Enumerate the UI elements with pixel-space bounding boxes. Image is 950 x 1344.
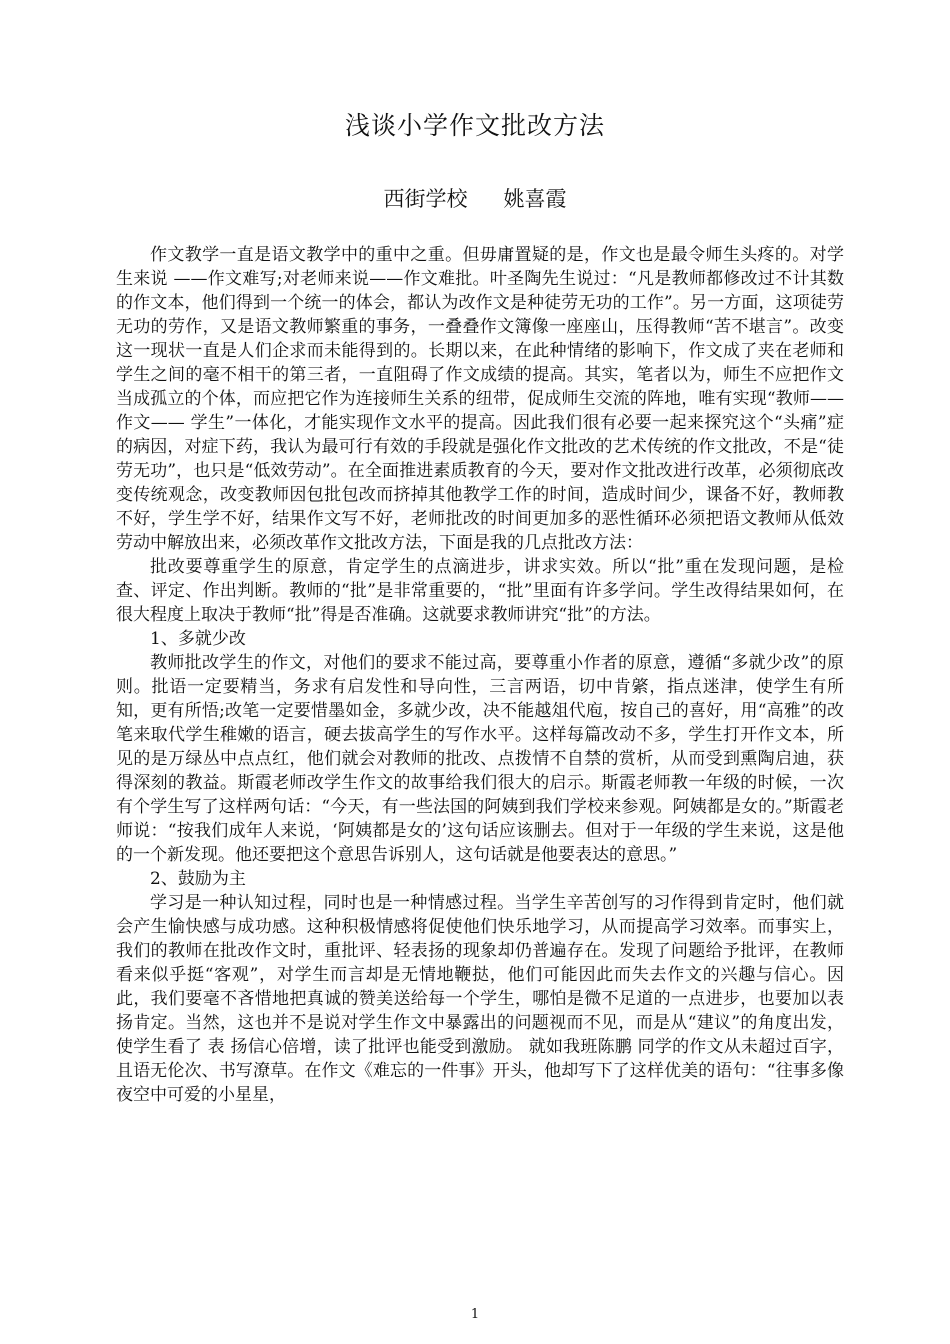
- paragraph-intro: 作文教学一直是语文教学中的重中之重。但毋庸置疑的是，作文也是最令师生头疼的。对学生来说 ——作文难写;对老师来说——作文难批。叶圣陶先生说过：“凡是教师都修改过不计其数的作文本，他们得到一个统一的体会，都认为改作文是种徒劳无功的工作”。另一方面，这项徒劳无功的劳作，又是语文教师繁重的事务，一叠叠作文簿像一座座山，压得教师“苦不堪言”。改变这一现状一直是人们企求而未能得到的。长期以来，在此种情绪的影响下，作文成了夹在老师和学生之间的毫不相干的第三者，一直阻碍了作文成绩的提高。其实，笔者以为，师生不应把作文当成孤立的个体，而应把它作为连接师生关系的纽带，促成师生交流的阵地，唯有实现“教师——作文—— 学生”一体化，才能实现作文水平的提高。因此我们很有必要一起来探究这个“头痛”症的病因，对症下药，我认为最可行有效的手段就是强化作文批改的艺术传统的作文批改，不是“徒劳无功”，也只是“低效劳动”。在全面推进素质教育的今天，要对作文批改进行改革，必须彻底改变传统观念，改变教师因包批包改而挤掉其他教学工作的时间，造成时间少，课备不好，教师教不好，学生学不好，结果作文写不好，老师批改的时间更加多的恶性循环必须把语文教师从低效劳动中解放出来，必须改革作文批改方法，下面是我的几点批改方法：: [116, 245, 844, 553]
- section-heading-2: 2、鼓励为主: [150, 869, 246, 889]
- byline: [0, 183, 950, 213]
- school-name: 西街学校: [383, 187, 468, 211]
- author-name: 姚喜霞: [503, 187, 567, 211]
- article-body: [116, 243, 844, 1107]
- paragraph-principle: 批改要尊重学生的原意，肯定学生的点滴进步，讲求实效。所以“批”重在发现问题，是检查、评定、作出判断。教师的“批”是非常重要的，“批”里面有许多学问。学生改得结果如何，在很大程度上取决于教师“批”得是否准确。这就要求教师讲究“批”的方法。: [116, 557, 844, 625]
- page-title: 浅谈小学作文批改方法: [344, 111, 605, 140]
- section-heading-1: 1、多就少改: [150, 629, 246, 649]
- page-number: 1: [470, 1307, 480, 1322]
- paragraph-section-2: 学习是一种认知过程，同时也是一种情感过程。当学生辛苦创写的习作得到肯定时，他们就会产生愉快感与成功感。这种积极情感将促使他们快乐地学习，从而提高学习效率。而事实上，我们的教师在批改作文时，重批评、轻表扬的现象却仍普遍存在。发现了问题给予批评，在教师看来似乎挺“客观”，对学生而言却是无情地鞭挞，他们可能因此而失去作文的兴趣与信心。因此，我们要毫不吝惜地把真诚的赞美送给每一个学生，哪怕是微不足道的一点进步，也要加以表扬肯定。当然，这也并不是说对学生作文中暴露出的问题视而不见，而是从“建议”的角度出发，使学生看了 表 扬信心倍增，读了批评也能受到激励。 就如我班陈鹏 同学的作文从未超过百字，且语无伦次、书写潦草。在作文《难忘的一件事》开头，他却写下了这样优美的语句：“往事多像夜空中可爱的小星星，: [116, 893, 844, 1105]
- paragraph-section-1: 教师批改学生的作文，对他们的要求不能过高，要尊重小作者的原意，遵循“多就少改”的原则。批语一定要精当，务求有启发性和导向性，三言两语，切中肯綮，指点迷津，使学生有所知，更有所悟;改笔一定要惜墨如金，多就少改，决不能越俎代庖，按自己的喜好，用“高雅”的改笔来取代学生稚嫩的语言，硬去拔高学生的写作水平。这样每篇改动不多，学生打开作文本，所见的是万绿丛中点点红，他们就会对教师的批改、点拨情不自禁的赏析，从而受到熏陶启迪，获得深刻的教益。斯霞老师改学生作文的故事给我们很大的启示。斯霞老师教一年级的时候，一次有个学生写了这样两句话：“今天，有一些法国的阿姨到我们学校来参观。阿姨都是女的。”斯霞老师说：“按我们成年人来说，‘阿姨都是女的’这句话应该删去。但对于一年级的学生来说，这是他的一个新发现。他还要把这个意思告诉别人，这句话就是他要表达的意思。”: [116, 653, 844, 865]
